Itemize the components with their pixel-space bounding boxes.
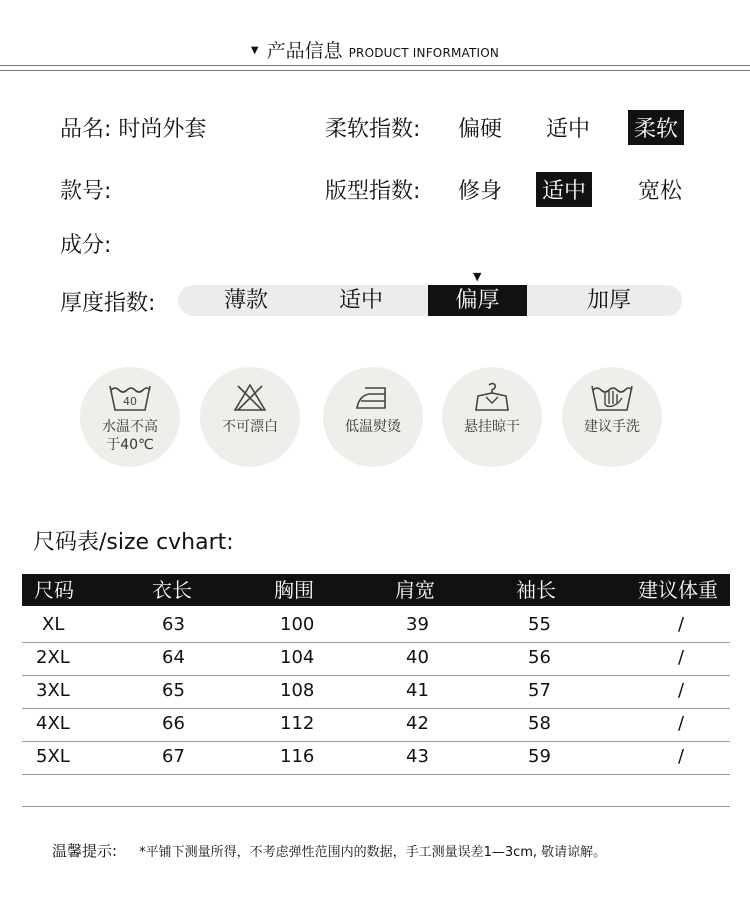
care-no-bleach — [200, 367, 300, 467]
cell-chest: 108 — [280, 680, 315, 701]
product-name-value: 时尚外套 — [118, 117, 207, 142]
softness-option-medium: 适中 — [546, 117, 591, 142]
cell-sleeve: 56 — [528, 647, 551, 668]
cell-weight: / — [678, 746, 685, 767]
fit-label: 版型指数: — [325, 179, 421, 204]
cell-chest: 104 — [280, 647, 315, 668]
section-header — [0, 36, 750, 66]
thickness-option-thin: 薄款 — [223, 288, 268, 313]
cell-chest: 100 — [280, 614, 315, 635]
triangle-marker-icon: ▼ — [250, 45, 259, 56]
col-header-sleeve: 袖长 — [516, 578, 556, 602]
thickness-option-medium: 适中 — [338, 288, 383, 313]
cell-weight: / — [678, 680, 685, 701]
table-row — [22, 675, 730, 709]
cell-length: 67 — [162, 746, 185, 767]
thickness-option-extra-thick: 加厚 — [586, 288, 631, 313]
table-row — [22, 642, 730, 676]
col-header-chest: 胸围 — [274, 578, 314, 602]
fit-option-loose: 宽松 — [638, 179, 683, 204]
cell-weight: / — [678, 614, 685, 635]
col-header-weight: 建议体重 — [638, 578, 718, 602]
table-bottom-rule — [22, 806, 730, 807]
header-title-zh: 产品信息 — [266, 40, 343, 62]
softness-option-hard: 偏硬 — [458, 117, 503, 142]
no-bleach-icon — [230, 380, 270, 414]
cell-sleeve: 59 — [528, 746, 551, 767]
care-low-iron — [323, 367, 423, 467]
col-header-size: 尺码 — [34, 578, 74, 602]
header-rule-top — [0, 65, 750, 66]
cell-sleeve: 55 — [528, 614, 551, 635]
cell-size: 2XL — [36, 647, 70, 668]
cell-length: 66 — [162, 713, 185, 734]
cell-chest: 116 — [280, 746, 315, 767]
cell-shoulder: 40 — [406, 647, 429, 668]
cell-size: 5XL — [36, 746, 70, 767]
cell-size: 3XL — [36, 680, 70, 701]
table-row — [22, 609, 730, 643]
col-header-length: 衣长 — [152, 578, 192, 602]
cell-sleeve: 58 — [528, 713, 551, 734]
header-rule-bottom — [0, 70, 750, 71]
care-no-bleach-text: 不可漂白 — [222, 419, 278, 435]
style-number-label: 款号: — [60, 179, 112, 204]
hang-dry-icon — [470, 380, 514, 414]
care-low-iron-text: 低温熨烫 — [345, 419, 401, 435]
cell-weight: / — [678, 647, 685, 668]
fit-option-slim: 修身 — [458, 179, 503, 204]
cell-length: 63 — [162, 614, 185, 635]
cell-shoulder: 42 — [406, 713, 429, 734]
thickness-label: 厚度指数: — [60, 291, 156, 316]
size-chart-title: 尺码表/size cvhart: — [33, 530, 234, 555]
product-name-label: 品名: — [60, 117, 112, 142]
size-table-header — [22, 574, 730, 606]
thickness-scale — [178, 285, 682, 316]
tip-label: 温馨提示: — [52, 842, 118, 860]
cell-shoulder: 39 — [406, 614, 429, 635]
cell-chest: 112 — [280, 713, 315, 734]
care-hang-dry-text: 悬挂晾干 — [464, 419, 520, 435]
table-row — [22, 741, 730, 775]
care-wash-40-text: 水温不高 于40℃ — [102, 419, 158, 453]
tip-note — [52, 840, 606, 861]
tip-text: *平铺下测量所得，不考虑弹性范围内的数据，手工测量误差1—3cm, 敬请谅解。 — [139, 845, 607, 860]
cell-length: 65 — [162, 680, 185, 701]
product-name-row — [60, 112, 206, 143]
fit-option-regular: 适中 — [536, 172, 592, 207]
cell-sleeve: 57 — [528, 680, 551, 701]
care-hand-wash-text: 建议手洗 — [584, 419, 640, 435]
cell-weight: / — [678, 713, 685, 734]
table-row — [22, 708, 730, 742]
cell-shoulder: 43 — [406, 746, 429, 767]
header-title-en: PRODUCT INFORMATION — [348, 46, 500, 60]
cell-shoulder: 41 — [406, 680, 429, 701]
thickness-indicator-icon: ▼ — [473, 270, 482, 283]
care-hang-dry — [442, 367, 542, 467]
cell-size: 4XL — [36, 713, 70, 734]
col-header-shoulder: 肩宽 — [395, 578, 435, 602]
hand-wash-icon — [588, 380, 636, 414]
cell-size: XL — [42, 614, 65, 635]
softness-option-soft: 柔软 — [628, 110, 684, 145]
wash-temp-badge: 40 — [123, 395, 137, 408]
thickness-option-thick: 偏厚 — [428, 285, 527, 316]
wash-40-icon — [106, 380, 154, 414]
material-label: 成分: — [60, 233, 112, 258]
cell-length: 64 — [162, 647, 185, 668]
care-wash-40 — [80, 367, 180, 467]
softness-label: 柔软指数: — [325, 117, 421, 142]
care-hand-wash — [562, 367, 662, 467]
low-iron-icon — [351, 380, 395, 414]
